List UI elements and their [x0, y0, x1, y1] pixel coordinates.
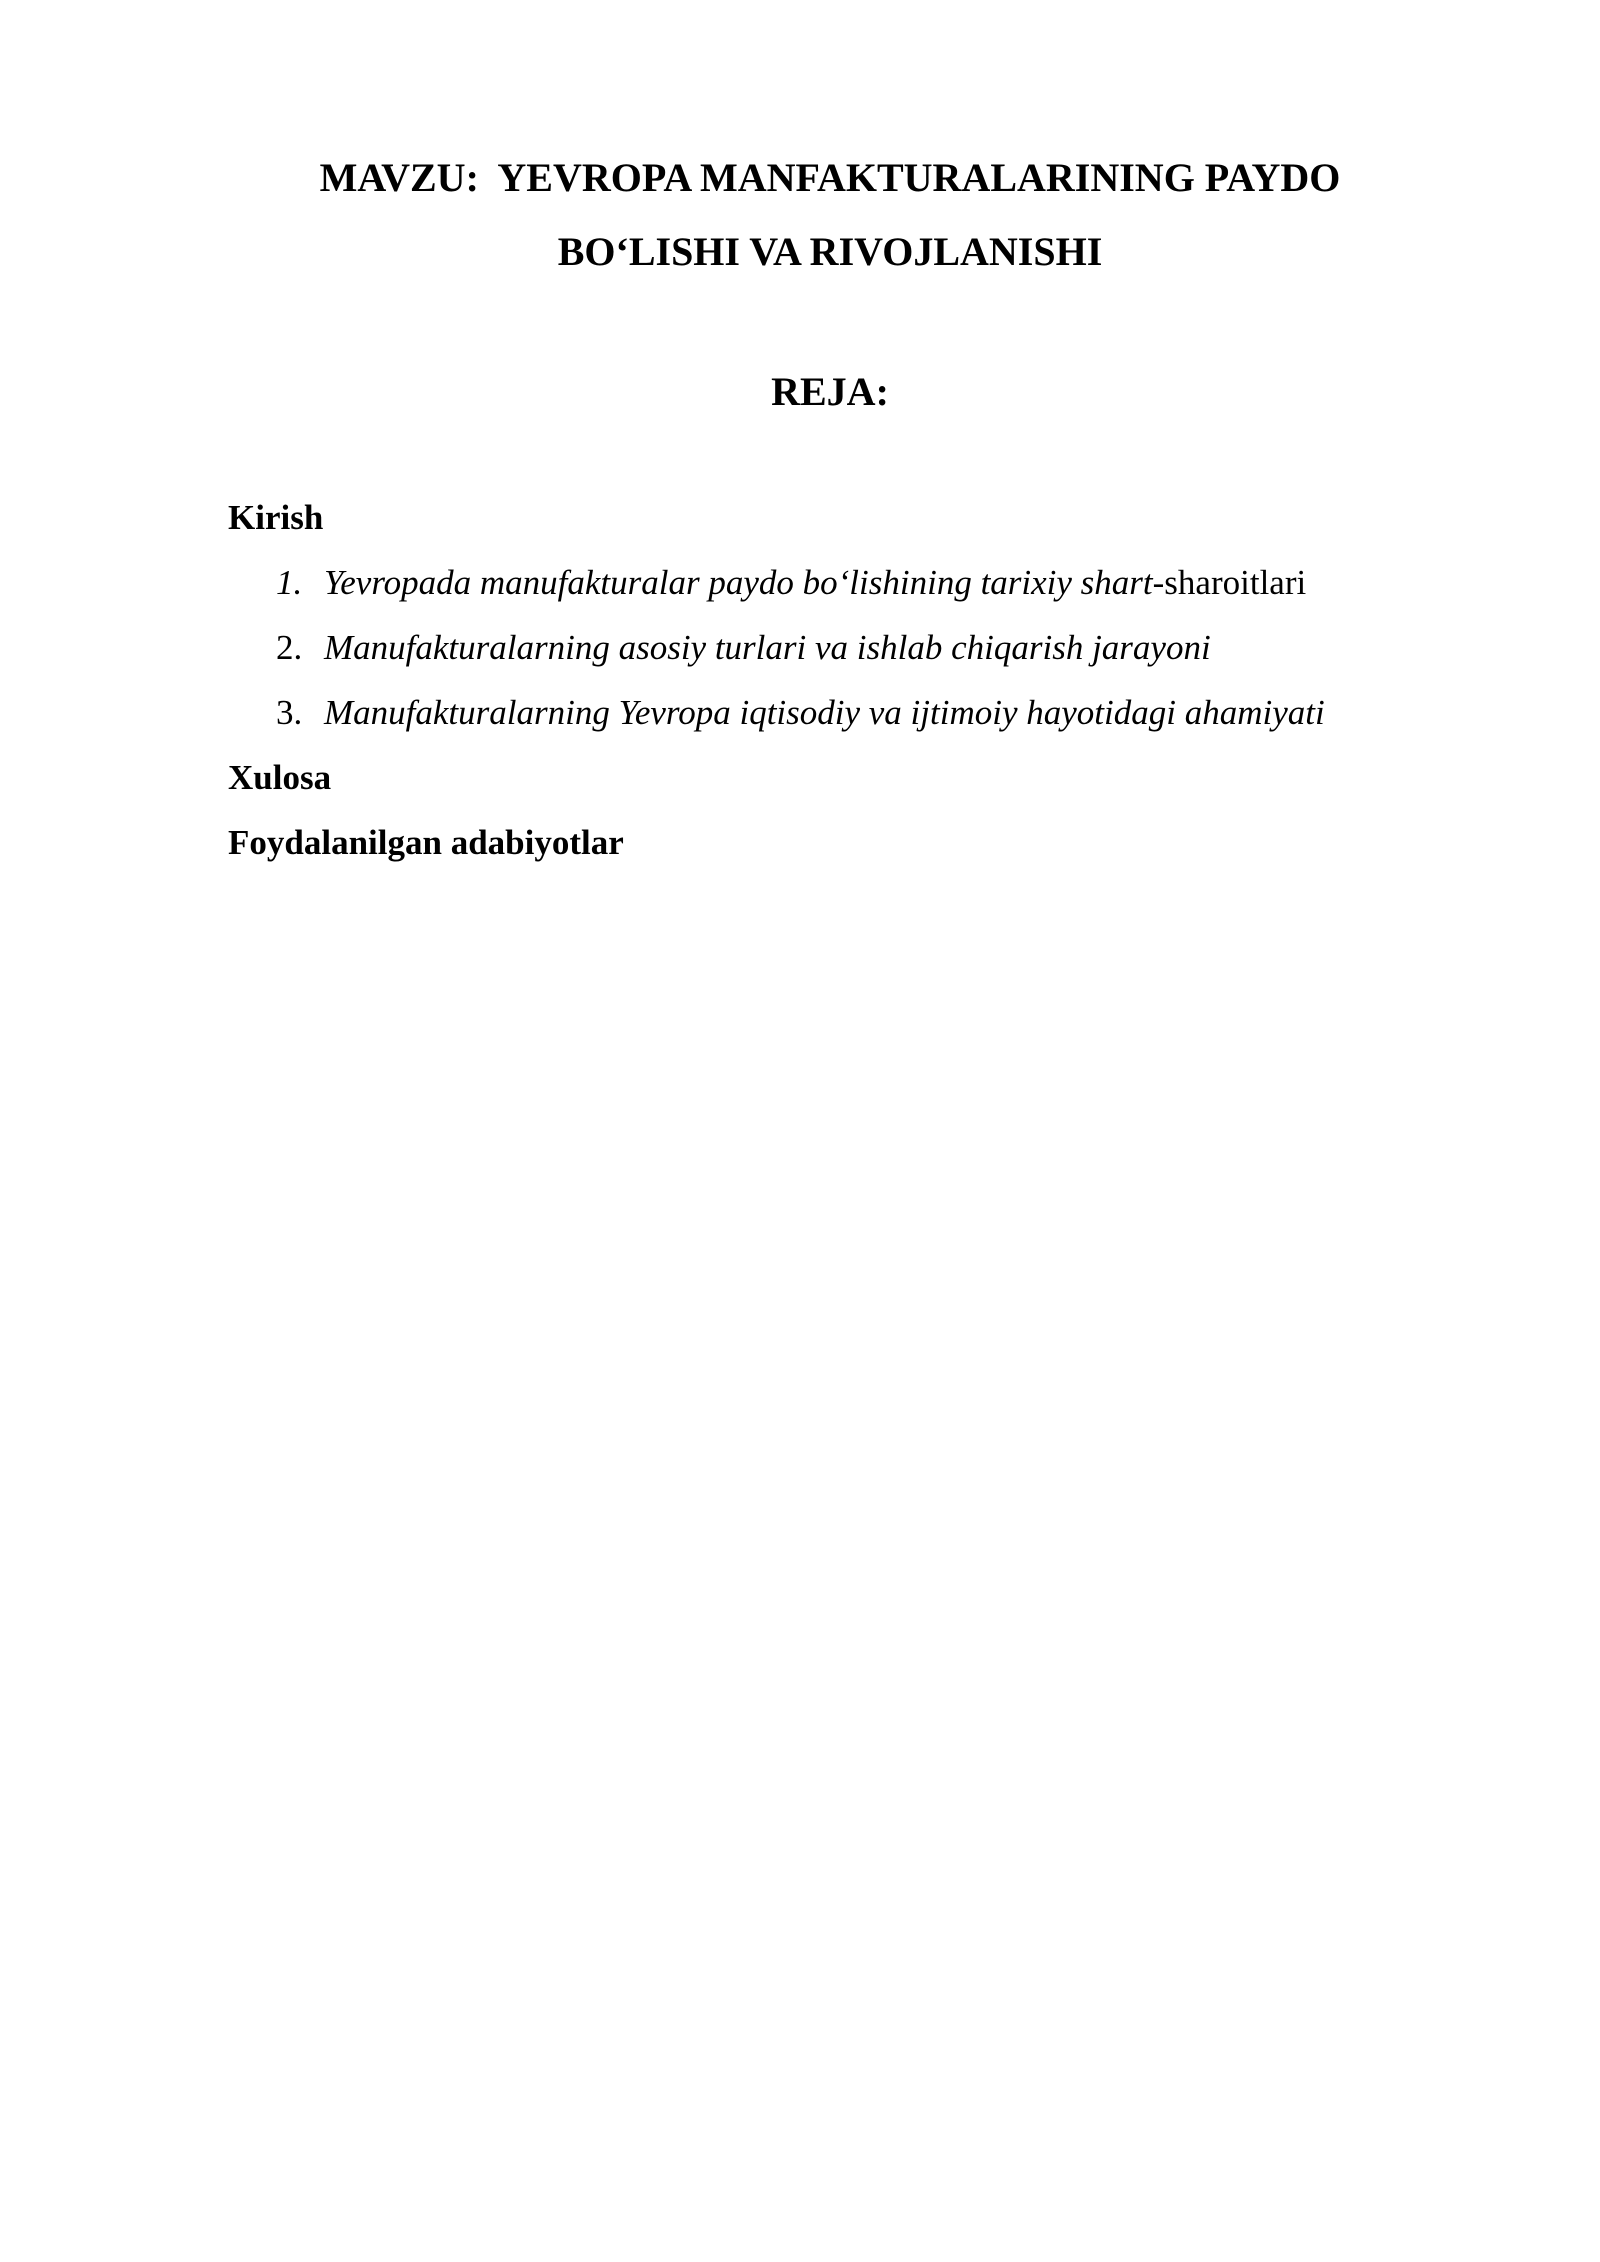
- plan-item-1: [276, 561, 1306, 605]
- plan-item-number: 1.: [276, 563, 303, 602]
- references-heading: Foydalanilgan adabiyotlar: [228, 823, 624, 862]
- plan-item-text: Manufakturalarning asosiy turlari va ishlab chiqarish jarayoni: [324, 628, 1211, 667]
- plan-item-text: Manufakturalarning Yevropa iqtisodiy va ijtimoiy hayotidagi ahamiyati: [324, 693, 1325, 732]
- conclusion-heading: Xulosa: [228, 758, 332, 797]
- intro-heading: Kirish: [228, 498, 324, 537]
- plan-item-2: [276, 626, 1211, 670]
- plan-item-text-suffix: -sharoitlari: [1152, 563, 1307, 602]
- title-line-2: BO‘LISHI VA RIVOJLANISHI: [557, 229, 1103, 274]
- title-line-1: MAVZU: YEVROPA MANFAKTURALARINING PAYDO: [319, 155, 1341, 200]
- plan-item-text: Yevropada manufakturalar paydo bo‘lishining tarixiy shart: [324, 563, 1153, 602]
- plan-item-number: 2.: [276, 628, 303, 667]
- plan-heading: REJA:: [771, 369, 889, 414]
- plan-item-3: [276, 691, 1325, 735]
- plan-item-number: 3.: [276, 693, 303, 732]
